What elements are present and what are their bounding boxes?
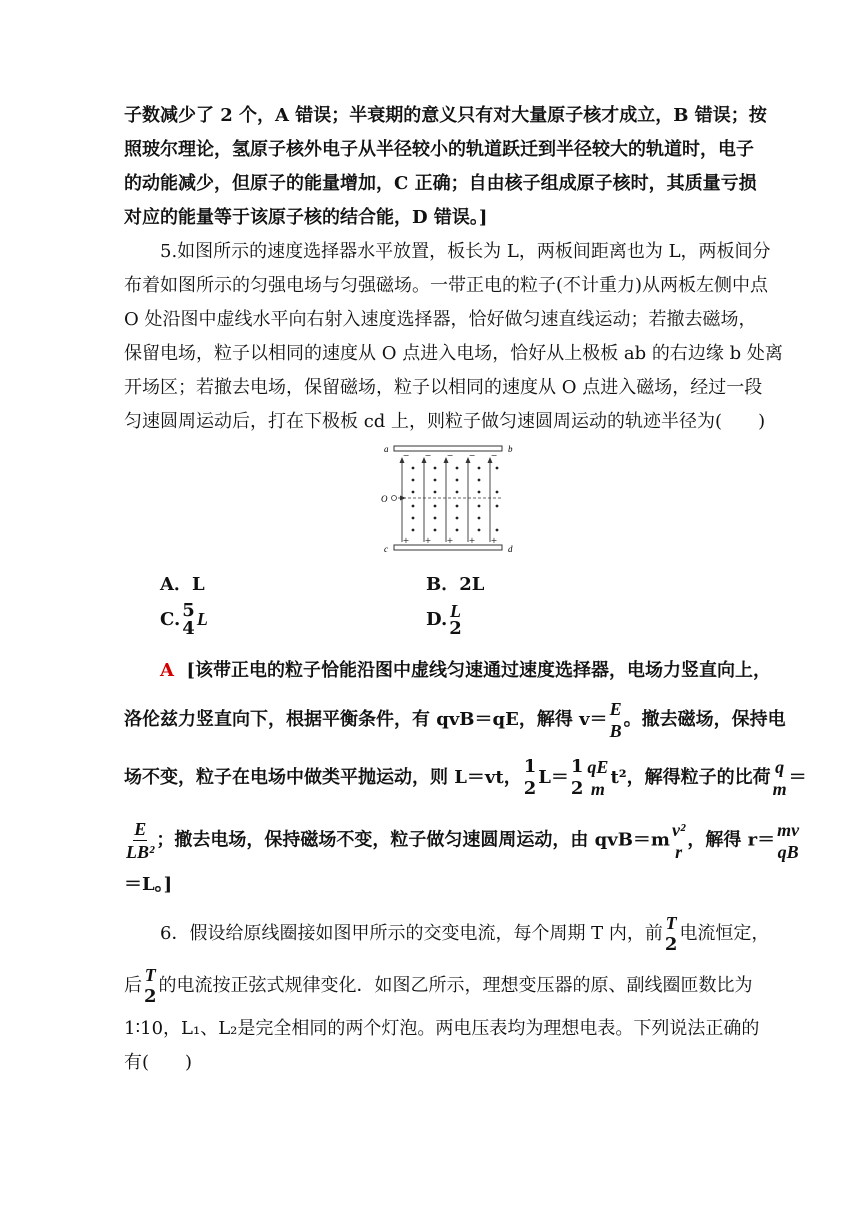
b-field-dot	[496, 529, 499, 532]
answer5-line-1	[160, 658, 772, 684]
frac-num: 5	[182, 600, 195, 621]
b-field-dot	[478, 491, 481, 494]
option-d-fraction	[448, 602, 463, 638]
answer5-text-3c: t²，解得粒子的比荷	[610, 767, 771, 788]
frac-e-b	[609, 698, 623, 742]
answer5-text-1: [该带正电的粒子恰能沿图中虚线匀速通过速度选择器，电场力竖直向上，	[186, 660, 772, 681]
b-field-dot	[478, 479, 481, 482]
q6-line-1	[160, 912, 770, 956]
q5-line-3: O 处沿图中虚线水平向右射入速度选择器，恰好做匀速直线运动；若撤去磁场，	[124, 309, 757, 330]
b-field-dot	[456, 479, 459, 482]
b-field-dot	[434, 505, 437, 508]
answer5-text-3d: ＝	[788, 767, 807, 788]
b-field-dot	[478, 517, 481, 520]
prev-answer-line-1: 子数减少了 2 个，A 错误；半衰期的意义只有对大量原子核才成立，B 错误；按	[124, 105, 767, 126]
answer5-text-4b: ，解得 r＝	[687, 829, 776, 851]
plus-sign-2: +	[446, 536, 454, 545]
frac-1-2	[523, 756, 538, 800]
answer5-text-4a: ；撤去电场，保持磁场不变，粒子做匀速圆周运动，由 qvB＝m	[156, 829, 670, 851]
frac-num: 1	[570, 756, 584, 777]
frac-den: B	[609, 721, 622, 741]
frac-den: 2	[144, 986, 157, 1007]
particle-o	[392, 496, 397, 501]
minus-sign-2: −	[446, 451, 454, 460]
q6-text-2b: 的电流按正弦式规律变化．如图乙所示，理想变压器的原、副线圈匝数比为	[158, 975, 753, 996]
answer5-text-2b: 。撤去磁场，保持电	[623, 709, 786, 730]
frac-q-m	[772, 756, 788, 800]
minus-sign-3: −	[468, 451, 476, 460]
answer5-line-4	[124, 818, 800, 863]
answer5-line-3	[124, 756, 807, 800]
b-field-dot	[478, 505, 481, 508]
option-d	[426, 602, 464, 638]
frac-den: 2	[449, 618, 462, 639]
frac-den: 4	[182, 618, 195, 639]
answer5-line-2	[124, 698, 786, 742]
b-field-dot	[496, 467, 499, 470]
b-field-dot	[412, 467, 415, 470]
frac-den: qB	[777, 841, 799, 862]
frac-num: T	[144, 965, 156, 985]
frac-den: m	[590, 779, 605, 799]
frac-den: m	[772, 779, 787, 799]
b-field-dot	[434, 529, 437, 532]
option-b: B．2L	[426, 574, 485, 595]
answer-letter: A	[160, 660, 174, 681]
b-field-dot	[434, 491, 437, 494]
option-c-prefix: C.	[160, 609, 181, 630]
b-field-dot	[456, 467, 459, 470]
q6-line-3: 1∶10，L₁、L₂是完全相同的两个灯泡。两电压表均为理想电表。下列说法正确的	[124, 1018, 760, 1039]
q6-line-2	[124, 964, 753, 1008]
b-field-dot	[478, 529, 481, 532]
answer5-text-2a: 洛伦兹力竖直向下，根据平衡条件，有 qvB＝qE，解得 v＝	[124, 709, 608, 730]
frac-num: v²	[671, 819, 686, 840]
frac-num: T	[665, 913, 677, 933]
b-field-dot	[456, 529, 459, 532]
b-field-dot	[456, 505, 459, 508]
q5-line-2: 布着如图所示的匀强电场与匀强磁场。一带正电的粒子(不计重力)从两板左侧中点	[124, 275, 769, 296]
b-field-dot	[456, 517, 459, 520]
b-field-dot	[496, 491, 499, 494]
label-c: c	[384, 544, 388, 554]
b-field-dot	[478, 467, 481, 470]
q5-line-4: 保留电场，粒子以相同的速度从 O 点进入电场，恰好从上极板 ab 的右边缘 b 处离	[124, 343, 783, 364]
plus-sign-1: +	[424, 536, 432, 545]
frac-num: E	[134, 819, 147, 839]
b-field-dot	[412, 505, 415, 508]
frac-den: 2	[523, 778, 537, 799]
minus-sign-4: −	[490, 451, 498, 460]
plus-sign-3: +	[468, 536, 476, 545]
q6-text-1b: 电流恒定，	[679, 923, 770, 944]
plus-sign-0: +	[402, 536, 410, 545]
option-c-fraction	[181, 602, 196, 638]
answer5-text-3a: 场不变，粒子在电场中做类平抛运动，则 L＝vt，	[124, 767, 522, 788]
option-c-suffix: L	[196, 609, 208, 629]
b-field-dot	[434, 467, 437, 470]
velocity-arrow	[400, 496, 406, 501]
label-a: a	[384, 444, 389, 454]
q5-line-6: 匀速圆周运动后，打在下极板 cd 上，则粒子做匀速圆周运动的轨迹半径为( )	[124, 411, 766, 432]
frac-v2-r	[671, 819, 686, 863]
frac-num: q	[775, 757, 785, 777]
frac-qe-m	[586, 756, 609, 800]
lower-plate	[394, 545, 502, 550]
q6-text-2a: 后	[124, 975, 142, 996]
frac-den: r	[675, 841, 683, 862]
option-d-prefix: D.	[426, 609, 448, 630]
minus-sign-1: −	[424, 451, 432, 460]
frac-num: E	[609, 699, 622, 719]
b-field-dot	[496, 505, 499, 508]
q5-line-5: 开场区；若撤去电场，保留磁场，粒子以相同的速度从 O 点进入磁场，经过一段	[124, 377, 763, 398]
b-field-dot	[412, 479, 415, 482]
q6-line-4: 有( )	[124, 1052, 193, 1073]
b-field-dot	[412, 491, 415, 494]
minus-sign-0: −	[402, 451, 410, 460]
frac-num: L	[450, 601, 461, 621]
prev-answer-line-3: 的动能减少，但原子的能量增加，C 正确；自由核子组成原子核时，其质量亏损	[124, 173, 757, 194]
frac-den: 2	[570, 778, 584, 799]
answer5-text-3b: L＝	[538, 767, 569, 788]
frac-num: mv	[777, 819, 800, 840]
q6-text-1a: 6．假设给原线圈接如图甲所示的交变电流，每个周期 T 内，前	[160, 923, 663, 944]
prev-answer-line-2: 照玻尔理论，氢原子核外电子从半径较小的轨道跃迁到半径较大的轨道时，电子	[124, 139, 754, 160]
b-field-dot	[456, 491, 459, 494]
q5-line-1: 5.如图所示的速度选择器水平放置，板长为 L，两板间距离也为 L，两板间分	[160, 241, 771, 262]
frac-mv-qb	[776, 819, 800, 863]
b-field-dot	[434, 479, 437, 482]
frac-num: qE	[587, 757, 609, 777]
label-d: d	[508, 544, 513, 554]
b-field-dot	[412, 517, 415, 520]
frac-1-2b	[570, 756, 585, 800]
option-c	[160, 602, 208, 638]
label-o: O	[381, 494, 388, 504]
frac-num: 1	[523, 756, 537, 777]
frac-t-2	[664, 912, 679, 956]
frac-den: 2	[664, 934, 678, 955]
option-a: A．L	[160, 574, 205, 595]
prev-answer-line-4: 对应的能量等于该原子核的结合能，D 错误。]	[124, 207, 488, 228]
frac-t-2b	[143, 964, 158, 1008]
label-b: b	[508, 444, 513, 454]
velocity-selector-figure	[376, 440, 526, 560]
frac-den: LB²	[126, 842, 155, 862]
answer5-line-5: ＝L。]	[124, 874, 173, 895]
plus-sign-4: +	[490, 536, 498, 545]
b-field-dot	[412, 529, 415, 532]
b-field-dot	[434, 517, 437, 520]
frac-e-lb2	[125, 818, 155, 863]
